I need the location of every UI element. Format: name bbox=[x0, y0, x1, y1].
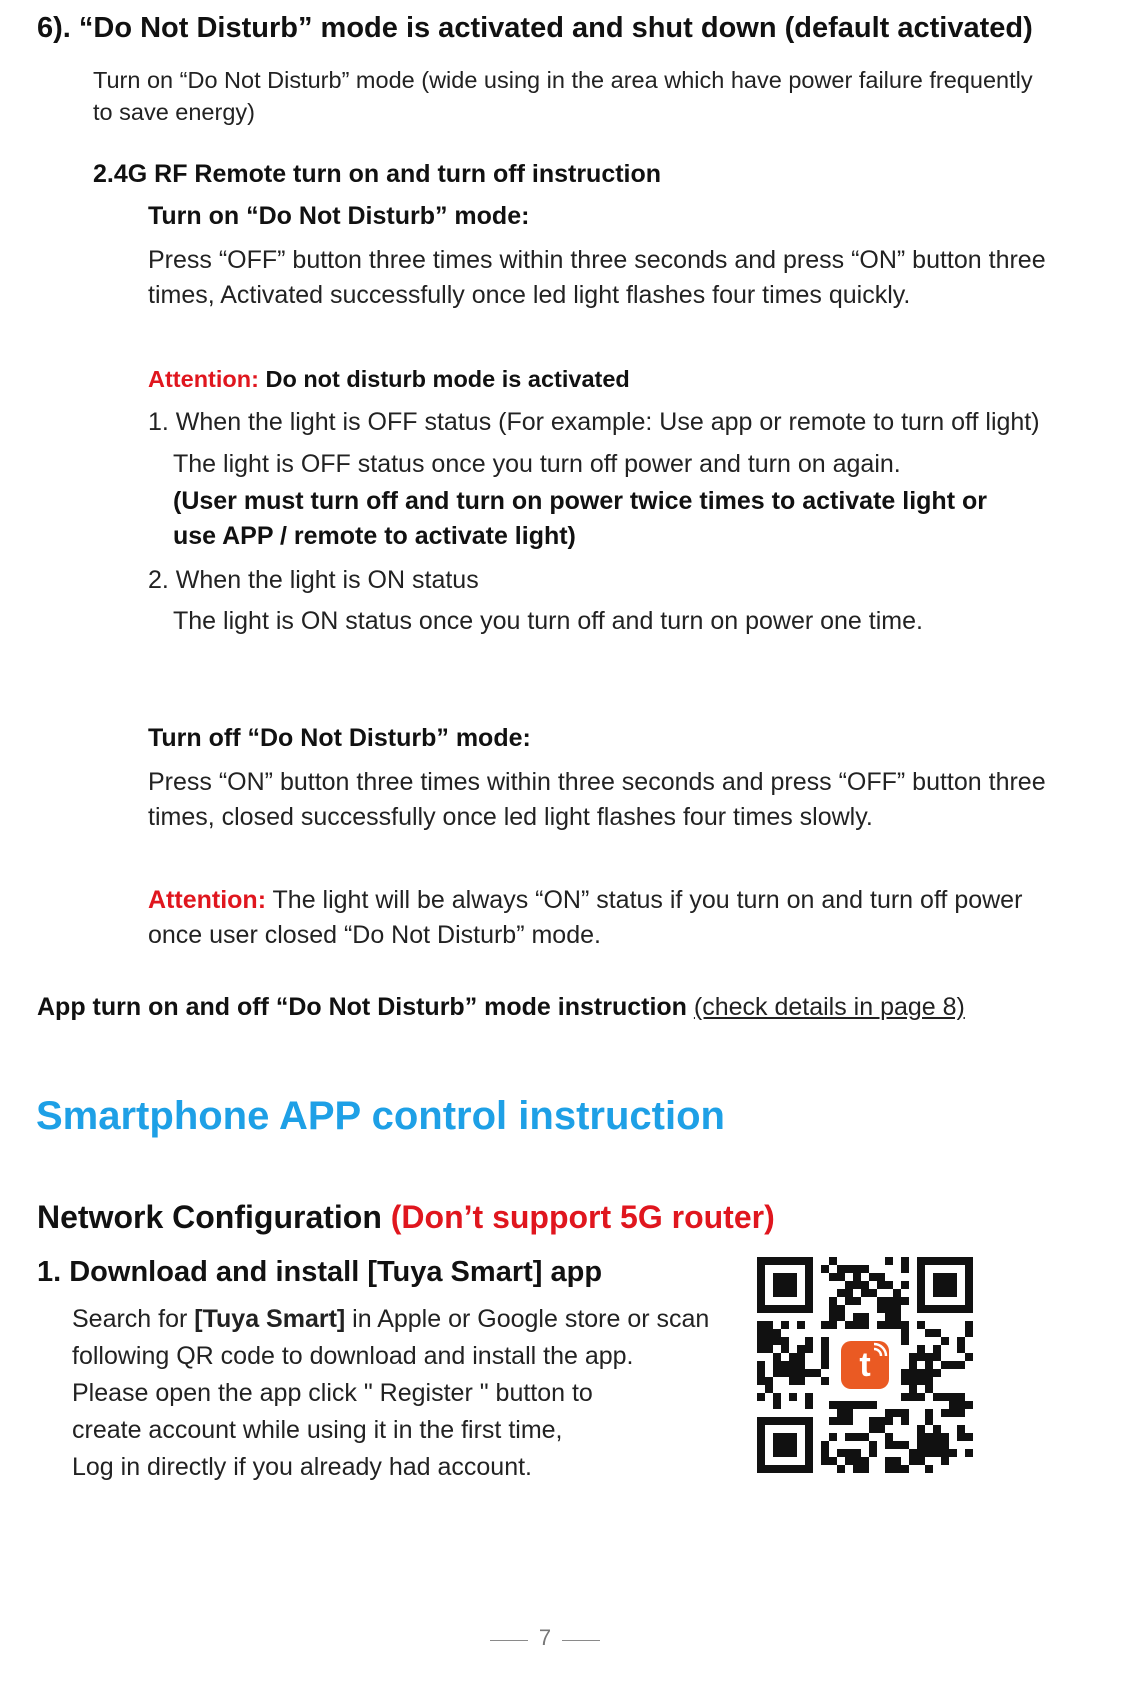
attention-note-closed bbox=[148, 883, 1048, 953]
qr-module bbox=[901, 1329, 909, 1337]
attention-label: Attention: bbox=[148, 886, 267, 914]
rf-remote-heading: 2.4G RF Remote turn on and turn off instruction bbox=[93, 160, 662, 188]
turn-off-body: Press “ON” button three times within three seconds and press “OFF” button three times, closed successfully once led light flashes four times slowly. bbox=[148, 768, 1046, 831]
qr-module bbox=[925, 1361, 933, 1369]
qr-module bbox=[797, 1377, 805, 1385]
qr-module bbox=[957, 1361, 965, 1369]
qr-module bbox=[845, 1457, 853, 1465]
qr-module bbox=[877, 1281, 885, 1289]
qr-module bbox=[877, 1425, 885, 1433]
qr-code[interactable] bbox=[757, 1257, 973, 1473]
qr-module bbox=[829, 1305, 837, 1313]
app-instruction-line bbox=[37, 993, 965, 1022]
qr-module bbox=[957, 1345, 965, 1353]
qr-module bbox=[933, 1425, 941, 1433]
qr-module bbox=[909, 1377, 917, 1385]
qr-module bbox=[765, 1377, 773, 1385]
qr-module bbox=[805, 1337, 813, 1345]
attention-text: The light will be always “ON” status if you turn on and turn off power once user closed “Do Not Disturb” mode. bbox=[148, 886, 1023, 949]
section-heading: 6). “Do Not Disturb” mode is activated and shut down (default activated) bbox=[37, 12, 1033, 44]
qr-module bbox=[949, 1361, 957, 1369]
qr-module bbox=[933, 1353, 941, 1361]
qr-module bbox=[917, 1353, 925, 1361]
qr-module bbox=[829, 1457, 837, 1465]
qr-module bbox=[845, 1281, 853, 1289]
qr-module bbox=[957, 1393, 965, 1401]
qr-module bbox=[901, 1441, 909, 1449]
qr-module bbox=[853, 1273, 861, 1281]
qr-module bbox=[765, 1345, 773, 1353]
qr-module bbox=[917, 1345, 925, 1353]
qr-module bbox=[757, 1369, 765, 1377]
qr-module bbox=[853, 1265, 861, 1273]
qr-module bbox=[925, 1409, 933, 1417]
qr-module bbox=[789, 1393, 797, 1401]
qr-module bbox=[901, 1297, 909, 1305]
qr-module bbox=[757, 1321, 765, 1329]
qr-module bbox=[861, 1457, 869, 1465]
attention-label: Attention: bbox=[148, 366, 259, 392]
qr-module bbox=[845, 1409, 853, 1417]
qr-module bbox=[917, 1321, 925, 1329]
list-item-on-status: 2. When the light is ON status bbox=[148, 566, 479, 594]
qr-module bbox=[829, 1401, 837, 1409]
qr-module bbox=[781, 1345, 789, 1353]
qr-module bbox=[957, 1337, 965, 1345]
smartphone-section-title: Smartphone APP control instruction bbox=[36, 1094, 725, 1138]
qr-module bbox=[941, 1457, 949, 1465]
step1-line: Please open the app click " Register " button to bbox=[72, 1379, 593, 1407]
qr-module bbox=[909, 1361, 917, 1369]
qr-module bbox=[861, 1321, 869, 1329]
qr-module bbox=[909, 1385, 917, 1393]
qr-module bbox=[773, 1329, 781, 1337]
qr-module bbox=[893, 1289, 901, 1297]
qr-module bbox=[829, 1417, 837, 1425]
qr-module bbox=[885, 1321, 893, 1329]
qr-module bbox=[837, 1289, 845, 1297]
qr-module bbox=[829, 1313, 837, 1321]
tuya-logo-icon bbox=[837, 1337, 893, 1393]
qr-module bbox=[821, 1353, 829, 1361]
qr-module bbox=[949, 1401, 957, 1409]
qr-module bbox=[877, 1321, 885, 1329]
qr-module bbox=[821, 1345, 829, 1353]
qr-module bbox=[773, 1353, 781, 1361]
qr-module bbox=[925, 1465, 933, 1473]
turn-off-heading: Turn off “Do Not Disturb” mode: bbox=[148, 724, 531, 752]
qr-module bbox=[909, 1369, 917, 1377]
qr-module bbox=[829, 1297, 837, 1305]
qr-module bbox=[773, 1393, 781, 1401]
qr-module bbox=[821, 1449, 829, 1457]
attention-text: Do not disturb mode is activated bbox=[258, 366, 630, 392]
qr-module bbox=[909, 1449, 917, 1457]
step1-post: in Apple or Google store or scan following QR code to download and install the app. bbox=[72, 1305, 710, 1370]
qr-module bbox=[885, 1465, 893, 1473]
qr-module bbox=[901, 1281, 909, 1289]
qr-module bbox=[925, 1449, 933, 1457]
step1-body bbox=[72, 1301, 752, 1486]
qr-module bbox=[901, 1377, 909, 1385]
qr-module bbox=[765, 1329, 773, 1337]
qr-module bbox=[965, 1401, 973, 1409]
qr-module bbox=[901, 1369, 909, 1377]
qr-module bbox=[941, 1393, 949, 1401]
qr-module bbox=[901, 1265, 909, 1273]
qr-module bbox=[829, 1257, 837, 1265]
qr-module bbox=[861, 1433, 869, 1441]
qr-module bbox=[885, 1281, 893, 1289]
qr-module bbox=[861, 1465, 869, 1473]
step1-line: Log in directly if you already had account. bbox=[72, 1453, 532, 1481]
qr-module bbox=[885, 1305, 893, 1313]
qr-module bbox=[925, 1385, 933, 1393]
qr-module bbox=[917, 1393, 925, 1401]
qr-module bbox=[845, 1297, 853, 1305]
qr-module bbox=[861, 1265, 869, 1273]
qr-module bbox=[821, 1265, 829, 1273]
qr-module bbox=[805, 1369, 813, 1377]
qr-module bbox=[861, 1313, 869, 1321]
qr-module bbox=[853, 1449, 861, 1457]
qr-module bbox=[917, 1441, 925, 1449]
qr-module bbox=[757, 1377, 765, 1385]
app-name: [Tuya Smart] bbox=[194, 1305, 346, 1333]
qr-module bbox=[941, 1441, 949, 1449]
qr-module bbox=[789, 1369, 797, 1377]
qr-module bbox=[893, 1441, 901, 1449]
qr-module bbox=[773, 1401, 781, 1409]
qr-module bbox=[821, 1457, 829, 1465]
qr-module bbox=[901, 1393, 909, 1401]
footer-rule-right bbox=[562, 1640, 600, 1641]
qr-module bbox=[797, 1369, 805, 1377]
qr-module bbox=[877, 1297, 885, 1305]
qr-module bbox=[949, 1409, 957, 1417]
qr-module bbox=[925, 1417, 933, 1425]
qr-module bbox=[965, 1433, 973, 1441]
network-config-note: (Don’t support 5G router) bbox=[390, 1199, 775, 1235]
qr-module bbox=[869, 1441, 877, 1449]
qr-module bbox=[837, 1313, 845, 1321]
qr-module bbox=[781, 1321, 789, 1329]
qr-module bbox=[869, 1401, 877, 1409]
qr-module bbox=[805, 1393, 813, 1401]
qr-module bbox=[757, 1393, 765, 1401]
qr-module bbox=[805, 1345, 813, 1353]
page-8-link[interactable]: (check details in page 8) bbox=[693, 993, 965, 1021]
qr-module bbox=[797, 1353, 805, 1361]
intro-text: Turn on “Do Not Disturb” mode (wide using in the area which have power failure frequently to save energy) bbox=[93, 67, 1033, 125]
qr-module bbox=[885, 1409, 893, 1417]
qr-module bbox=[837, 1465, 845, 1473]
qr-module bbox=[901, 1465, 909, 1473]
qr-module bbox=[917, 1425, 925, 1433]
list-item-off-note: (User must turn off and turn on power twice times to activate light or use APP / remote to activate light) bbox=[173, 487, 987, 550]
qr-module bbox=[909, 1353, 917, 1361]
qr-module bbox=[901, 1409, 909, 1417]
qr-module bbox=[933, 1433, 941, 1441]
qr-module bbox=[893, 1321, 901, 1329]
qr-module bbox=[941, 1337, 949, 1345]
qr-module bbox=[837, 1401, 845, 1409]
qr-module bbox=[845, 1449, 853, 1457]
qr-module bbox=[933, 1369, 941, 1377]
qr-module bbox=[885, 1313, 893, 1321]
qr-module bbox=[925, 1433, 933, 1441]
qr-module bbox=[773, 1369, 781, 1377]
network-config-title: Network Configuration bbox=[37, 1199, 382, 1235]
turn-on-heading: Turn on “Do Not Disturb” mode: bbox=[148, 202, 530, 230]
qr-module bbox=[917, 1457, 925, 1465]
qr-module bbox=[893, 1457, 901, 1465]
qr-module bbox=[765, 1321, 773, 1329]
qr-module bbox=[885, 1417, 893, 1425]
turn-on-body: Press “OFF” button three times within three seconds and press “ON” button three times, Activated successfully once led light flashes four times quickly. bbox=[148, 246, 1046, 309]
qr-module bbox=[821, 1321, 829, 1329]
qr-module bbox=[893, 1409, 901, 1417]
qr-module bbox=[965, 1329, 973, 1337]
qr-module bbox=[853, 1401, 861, 1409]
qr-module bbox=[853, 1313, 861, 1321]
qr-module bbox=[941, 1361, 949, 1369]
qr-module bbox=[893, 1313, 901, 1321]
qr-module bbox=[869, 1449, 877, 1457]
list-item-off-detail: The light is OFF status once you turn off power and turn on again. bbox=[173, 450, 901, 478]
qr-module bbox=[957, 1409, 965, 1417]
qr-module bbox=[765, 1337, 773, 1345]
qr-module bbox=[893, 1305, 901, 1313]
qr-module bbox=[853, 1433, 861, 1441]
qr-module bbox=[789, 1353, 797, 1361]
qr-module bbox=[813, 1369, 821, 1377]
qr-module bbox=[845, 1401, 853, 1409]
qr-module bbox=[877, 1273, 885, 1281]
qr-module bbox=[797, 1361, 805, 1369]
qr-module bbox=[957, 1425, 965, 1433]
qr-module bbox=[869, 1417, 877, 1425]
qr-module bbox=[909, 1393, 917, 1401]
page-number: 7 bbox=[538, 1625, 552, 1650]
qr-module bbox=[925, 1377, 933, 1385]
qr-module bbox=[925, 1369, 933, 1377]
qr-module bbox=[869, 1273, 877, 1281]
qr-module bbox=[885, 1433, 893, 1441]
qr-module bbox=[821, 1337, 829, 1345]
qr-module bbox=[837, 1305, 845, 1313]
qr-module bbox=[845, 1289, 853, 1297]
qr-module bbox=[901, 1257, 909, 1265]
qr-module bbox=[853, 1321, 861, 1329]
qr-module bbox=[853, 1465, 861, 1473]
step1-heading: 1. Download and install [Tuya Smart] app bbox=[37, 1256, 603, 1288]
qr-module bbox=[901, 1321, 909, 1329]
qr-module bbox=[781, 1337, 789, 1345]
qr-module bbox=[965, 1449, 973, 1457]
qr-module bbox=[845, 1265, 853, 1273]
qr-module bbox=[885, 1457, 893, 1465]
qr-module bbox=[789, 1377, 797, 1385]
qr-module bbox=[901, 1337, 909, 1345]
qr-module bbox=[797, 1321, 805, 1329]
qr-module bbox=[837, 1417, 845, 1425]
qr-module bbox=[797, 1345, 805, 1353]
qr-module bbox=[805, 1401, 813, 1409]
qr-module bbox=[917, 1369, 925, 1377]
qr-module bbox=[933, 1441, 941, 1449]
qr-module bbox=[893, 1465, 901, 1473]
qr-module bbox=[885, 1441, 893, 1449]
qr-module bbox=[917, 1377, 925, 1385]
qr-module bbox=[925, 1353, 933, 1361]
qr-module bbox=[885, 1297, 893, 1305]
qr-module bbox=[925, 1441, 933, 1449]
qr-module bbox=[837, 1265, 845, 1273]
qr-module bbox=[837, 1273, 845, 1281]
qr-module bbox=[853, 1297, 861, 1305]
qr-module bbox=[861, 1289, 869, 1297]
qr-module bbox=[869, 1289, 877, 1297]
qr-module bbox=[965, 1353, 973, 1361]
qr-module bbox=[829, 1273, 837, 1281]
qr-module bbox=[917, 1449, 925, 1457]
qr-module bbox=[845, 1321, 853, 1329]
step1-line: create account while using it in the first time, bbox=[72, 1416, 563, 1444]
qr-module bbox=[893, 1297, 901, 1305]
qr-module bbox=[781, 1369, 789, 1377]
step1-search-text bbox=[72, 1301, 752, 1375]
qr-module bbox=[821, 1361, 829, 1369]
qr-module bbox=[757, 1337, 765, 1345]
qr-module bbox=[789, 1361, 797, 1369]
qr-module bbox=[877, 1417, 885, 1425]
qr-module bbox=[933, 1345, 941, 1353]
qr-module bbox=[941, 1449, 949, 1457]
qr-module bbox=[933, 1449, 941, 1457]
qr-module bbox=[845, 1417, 853, 1425]
qr-module bbox=[933, 1329, 941, 1337]
qr-module bbox=[829, 1321, 837, 1329]
page-footer bbox=[490, 1625, 600, 1655]
qr-module bbox=[885, 1257, 893, 1265]
qr-module bbox=[861, 1401, 869, 1409]
tuya-logo-glyph: t bbox=[859, 1346, 871, 1384]
qr-module bbox=[853, 1457, 861, 1465]
qr-module bbox=[765, 1385, 773, 1393]
qr-module bbox=[837, 1409, 845, 1417]
qr-module bbox=[861, 1281, 869, 1289]
qr-module bbox=[853, 1281, 861, 1289]
qr-module bbox=[757, 1329, 765, 1337]
network-config-heading bbox=[37, 1199, 775, 1236]
qr-module bbox=[757, 1345, 765, 1353]
qr-module bbox=[965, 1321, 973, 1329]
qr-module bbox=[949, 1449, 957, 1457]
qr-module bbox=[901, 1417, 909, 1425]
qr-module bbox=[917, 1433, 925, 1441]
qr-module bbox=[925, 1329, 933, 1337]
qr-module bbox=[821, 1441, 829, 1449]
qr-module bbox=[957, 1401, 965, 1409]
qr-module bbox=[821, 1377, 829, 1385]
list-item-on-detail: The light is ON status once you turn off and turn on power one time. bbox=[173, 607, 923, 635]
step1-pre: Search for bbox=[72, 1305, 195, 1333]
qr-module bbox=[933, 1393, 941, 1401]
qr-module bbox=[757, 1361, 765, 1369]
qr-module bbox=[941, 1433, 949, 1441]
list-item-off-status: 1. When the light is OFF status (For example: Use app or remote to turn off light) bbox=[148, 408, 1040, 436]
qr-module bbox=[869, 1425, 877, 1433]
qr-module bbox=[773, 1361, 781, 1369]
qr-module bbox=[909, 1457, 917, 1465]
app-instruction-text: App turn on and off “Do Not Disturb” mode instruction bbox=[37, 993, 687, 1021]
qr-module bbox=[949, 1393, 957, 1401]
qr-module bbox=[877, 1305, 885, 1313]
qr-module bbox=[957, 1433, 965, 1441]
attention-note-activated bbox=[148, 366, 630, 393]
footer-rule-left bbox=[490, 1640, 528, 1641]
qr-module bbox=[781, 1361, 789, 1369]
qr-module bbox=[773, 1337, 781, 1345]
qr-module bbox=[845, 1433, 853, 1441]
qr-module bbox=[837, 1449, 845, 1457]
qr-module bbox=[829, 1433, 837, 1441]
qr-module bbox=[941, 1409, 949, 1417]
